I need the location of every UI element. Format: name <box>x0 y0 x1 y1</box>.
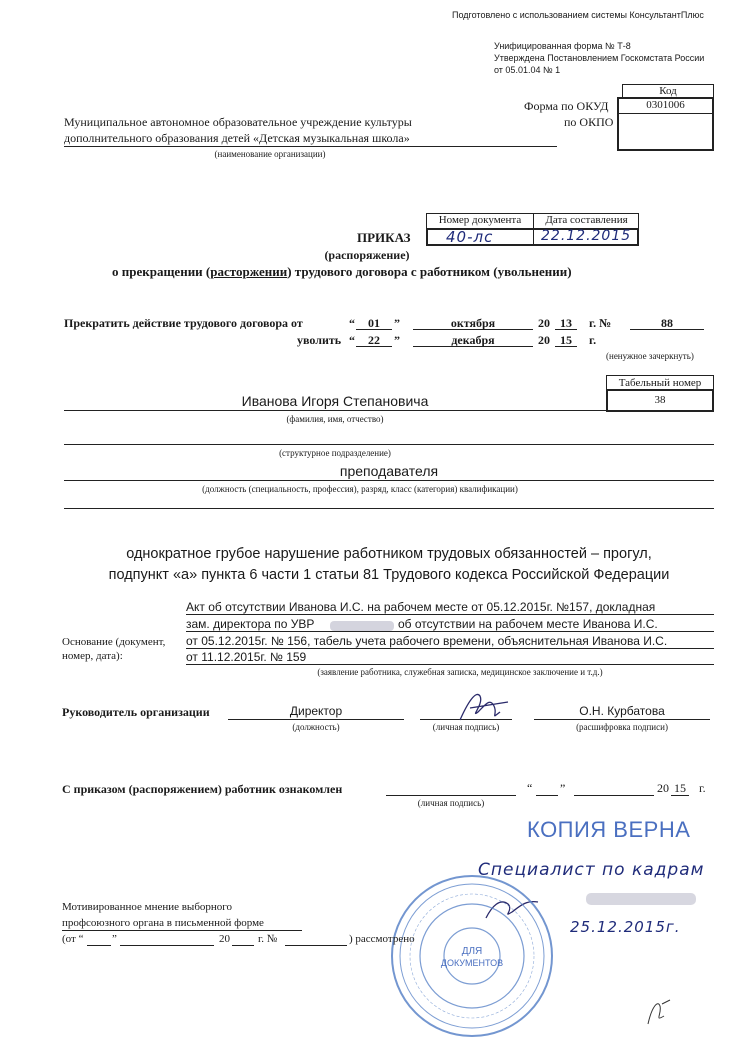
ack-sign-caption: (личная подпись) <box>417 798 485 808</box>
doc-date-label: Дата составления <box>545 214 628 226</box>
contract-year: 13 <box>560 316 572 330</box>
contract-year-suffix: г. № <box>589 316 612 330</box>
union-line-2: профсоюзного органа в письменной форме <box>62 917 264 929</box>
dismiss-day: 22 <box>368 333 380 347</box>
basis-line-4: от 11.12.2015г. № 159 <box>186 650 307 664</box>
dismiss-year-suffix: г. <box>589 333 597 347</box>
union-year-line <box>232 945 254 946</box>
doc-number-value: 40-лс <box>446 228 494 246</box>
union-number-line <box>285 945 347 946</box>
basis-label-1: Основание (документ, <box>62 636 166 648</box>
ack-quote-close: ” <box>560 781 566 795</box>
dismiss-quote-close: ” <box>394 333 400 347</box>
reason-line-1: однократное грубое нарушение работником трудовых обязанностей – прогул, <box>126 546 652 562</box>
union-month-line <box>120 945 214 946</box>
basis-line-2b: об отсутствии на рабочем месте Иванова И.С. <box>398 617 658 631</box>
employee-name-line <box>64 410 606 411</box>
basis-line-2a: зам. директора по УВР <box>186 617 315 631</box>
kod-label: Код <box>659 85 677 97</box>
tab-number-value: 38 <box>654 394 666 406</box>
doc-number-label: Номер документа <box>438 214 522 226</box>
dept-caption: (структурное подразделение) <box>279 448 391 458</box>
dept-line <box>64 444 714 445</box>
dismiss-label: уволить <box>297 333 342 347</box>
tab-number-label: Табельный номер <box>618 377 702 389</box>
union-day-line <box>87 945 111 946</box>
okpo-label: по ОКПО <box>564 115 614 129</box>
ack-quote-open: “ <box>527 781 533 795</box>
basis-line-1-rule <box>186 614 714 615</box>
dismiss-year-line <box>555 346 577 347</box>
certification-date: 25.12.2015г. <box>570 918 681 936</box>
ack-day-line <box>536 795 558 796</box>
dismiss-quote-open: “ <box>349 333 355 347</box>
union-quote-close: ” <box>112 933 117 945</box>
basis-caption: (заявление работника, служебная записка, медицинское заключение и т.д.) <box>317 667 603 677</box>
head-sign-caption: (личная подпись) <box>432 722 500 732</box>
org-underline <box>64 146 557 147</box>
dismiss-month: декабря <box>451 333 495 347</box>
reason-line-2: подпункт «а» пункта 6 части 1 статьи 81 Трудового кодекса Российской Федерации <box>108 567 670 583</box>
basis-line-1: Акт об отсутствии Иванова И.С. на рабочем месте от 05.12.2015г. №157, докладная <box>186 600 656 614</box>
contract-number-line <box>630 329 704 330</box>
contract-day-line <box>356 329 392 330</box>
contract-quote-open: “ <box>349 316 355 330</box>
prikaz-title: ПРИКАЗ <box>357 230 411 245</box>
head-name-caption: (расшифровка подписи) <box>576 722 668 732</box>
union-number-label: г. № <box>258 933 278 945</box>
dismiss-month-line <box>413 346 533 347</box>
svg-text:ДЛЯ: ДЛЯ <box>461 946 483 957</box>
head-name-line <box>534 719 710 720</box>
union-year-prefix: 20 <box>219 933 230 945</box>
svg-text:ДОКУМЕНТОВ: ДОКУМЕНТОВ <box>440 958 504 968</box>
contract-quote-close: ” <box>394 316 400 330</box>
tab-number-box <box>606 389 714 412</box>
redacted-name <box>330 621 394 631</box>
organization-seal <box>388 872 556 1040</box>
form-line-1: Унифицированная форма № Т-8 <box>494 41 631 51</box>
employee-name-caption: (фамилия, имя, отчество) <box>286 414 384 424</box>
rasp-subtitle: (распоряжение) <box>324 248 410 262</box>
copy-verified-stamp: КОПИЯ ВЕРНА <box>527 817 691 842</box>
union-line-1: Мотивированное мнение выборного <box>62 901 233 913</box>
ack-year-suffix: г. <box>699 781 706 795</box>
subject-line: о прекращении (расторжении) трудового договора с работником (увольнении) <box>112 264 572 279</box>
employee-position: преподавателя <box>339 463 439 479</box>
position-caption: (должность (специальность, профессия), разряд, класс (категория) квалификации) <box>202 484 518 494</box>
dismiss-note: (ненужное зачеркнуть) <box>606 351 694 361</box>
contract-month: октября <box>450 316 496 330</box>
ack-year: 15 <box>674 781 686 795</box>
position-line <box>64 480 714 481</box>
extra-line <box>64 508 714 509</box>
dismiss-year: 15 <box>560 333 572 347</box>
org-line-1: Муниципальное автономное образовательное учреждение культуры <box>64 115 412 129</box>
okud-label: Форма по ОКУД <box>524 99 609 113</box>
head-position-line <box>228 719 404 720</box>
org-caption: (наименование организации) <box>214 149 326 159</box>
union-from-open: (от “ <box>62 933 84 945</box>
tab-number-header <box>606 375 714 390</box>
redacted-specialist <box>586 893 696 905</box>
org-line-2: дополнительного образования детей «Детская музыкальная школа» <box>64 131 410 145</box>
contract-year-prefix: 20 <box>538 316 550 330</box>
basis-line-3: от 05.12.2015г. № 156, табель учета рабочего времени, объяснительная Иванова И.С. <box>186 634 668 648</box>
contract-label: Прекратить действие трудового договора от <box>64 316 303 330</box>
head-signature <box>450 682 520 732</box>
ack-month-line <box>574 795 654 796</box>
form-line-2: Утверждена Постановлением Госкомстата России <box>494 53 705 63</box>
kod-header-cell <box>622 84 714 98</box>
hr-specialist-note: Специалист по кадрам <box>478 860 705 880</box>
contract-year-line <box>555 329 577 330</box>
ack-sign-line <box>386 795 516 796</box>
employee-name: Иванова Игоря Степановича <box>241 393 429 409</box>
head-name: О.Н. Курбатова <box>579 704 665 718</box>
doc-date-value: 22.12.2015 <box>541 228 632 244</box>
corner-mark <box>644 996 674 1030</box>
contract-month-line <box>413 329 533 330</box>
ack-label: С приказом (распоряжением) работник ознакомлен <box>62 782 343 796</box>
union-considered: ) рассмотрено <box>349 933 415 945</box>
ack-year-line <box>671 795 689 796</box>
contract-number: 88 <box>661 316 673 330</box>
ack-year-prefix: 20 <box>657 781 669 795</box>
basis-label-2: номер, дата): <box>62 650 123 662</box>
head-position-caption: (должность) <box>292 722 340 732</box>
contract-day: 01 <box>368 316 380 330</box>
basis-line-3-rule <box>186 648 714 649</box>
form-line-3: от 05.01.04 № 1 <box>494 65 561 75</box>
dismiss-year-prefix: 20 <box>538 333 550 347</box>
dismiss-day-line <box>356 346 392 347</box>
head-position: Директор <box>289 704 343 718</box>
head-label: Руководитель организации <box>62 705 210 719</box>
basis-line-2-rule <box>186 631 714 632</box>
okud-value: 0301006 <box>646 99 685 111</box>
basis-line-4-rule <box>186 664 714 665</box>
union-line-2-rule <box>62 930 302 931</box>
codes-divider <box>617 113 714 114</box>
consultant-note: Подготовлено с использованием системы КонсультантПлюс <box>452 10 704 20</box>
